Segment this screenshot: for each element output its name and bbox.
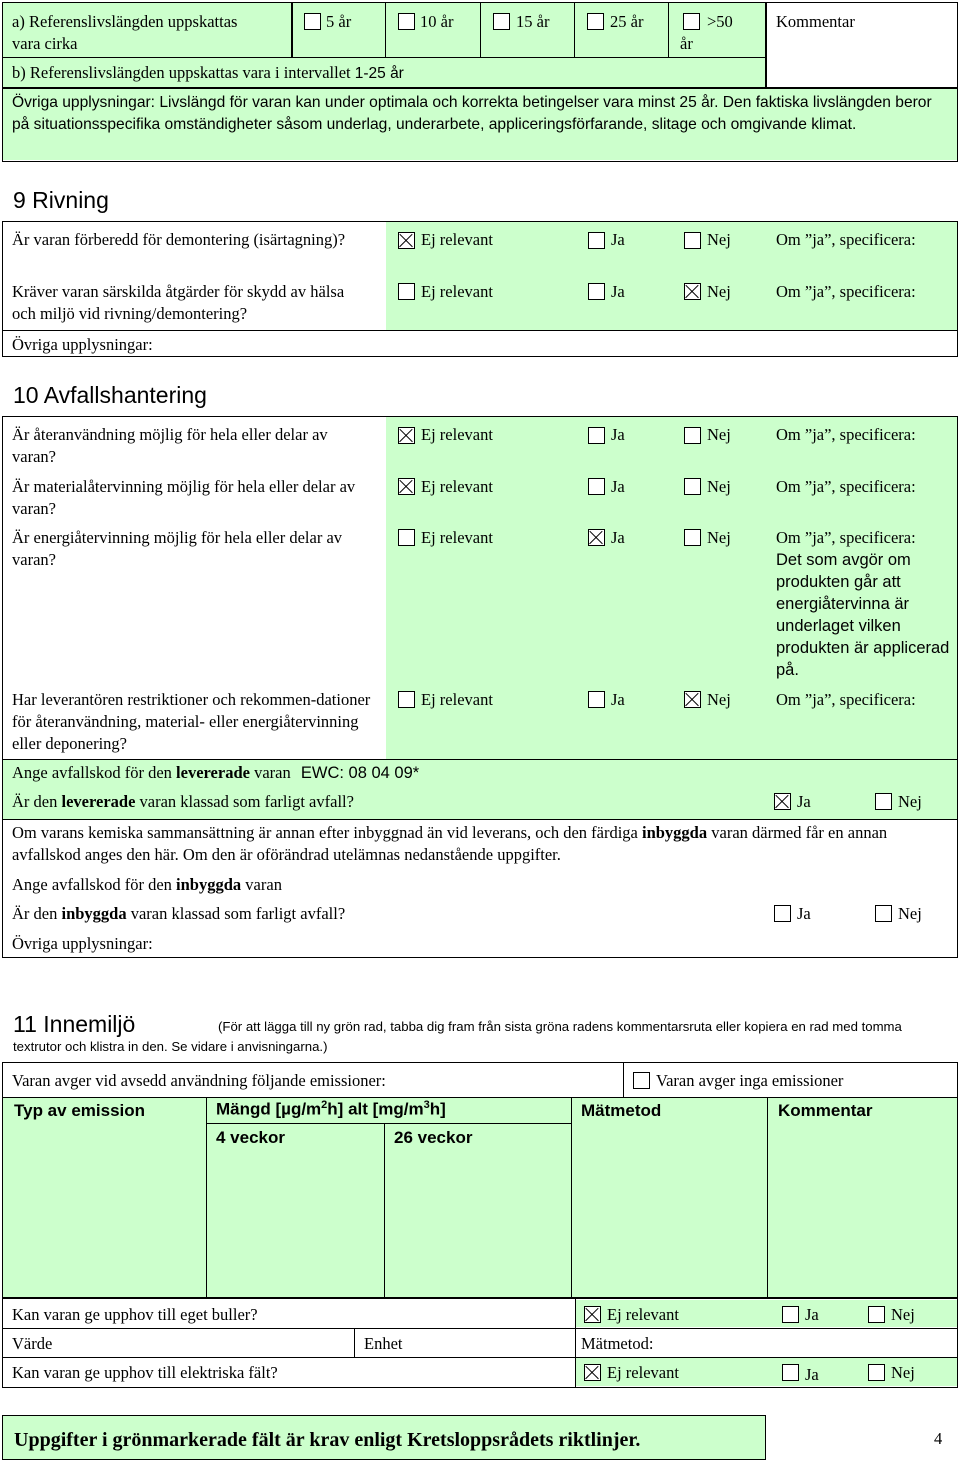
s10-q3-ej-checkbox[interactable] xyxy=(398,529,415,546)
s10-farligt2-nej-checkbox[interactable] xyxy=(875,905,892,922)
s10-note xyxy=(12,822,947,866)
s9-q2-ja-checkbox[interactable] xyxy=(588,283,605,300)
s9-q1-nej-checkbox[interactable] xyxy=(684,232,701,249)
s11-buller-q: Kan varan ge upphov till eget buller? xyxy=(12,1305,258,1324)
s10-farligt-bold: levererade xyxy=(61,792,136,811)
s10-kod-post: varan xyxy=(249,763,291,782)
option-10-checkbox[interactable] xyxy=(398,13,415,30)
s11-falt-q: Kan varan ge upphov till elektriska fält? xyxy=(12,1363,278,1382)
s11-falt-nej-label: Nej xyxy=(891,1363,915,1382)
s10-note-post: varan därmed får en annan avfallskod anges den här. Om den är oförändrad utelämnas nedanstående uppgifter. xyxy=(12,823,888,864)
s10-q3: Är energiåtervinning möjlig för hela eller delar av varan? xyxy=(12,528,343,569)
option-50-label: >50 år xyxy=(680,12,733,53)
s10-q3-answer[interactable]: Det som avgör om produkten går att energiåtervinna är underlaget vilken produkten är applicerad på. xyxy=(776,551,950,679)
s10-q4-ej-label: Ej relevant xyxy=(421,690,493,709)
s10-q4-ja-checkbox[interactable] xyxy=(588,691,605,708)
s11-col-typ: Typ av emission xyxy=(14,1101,146,1120)
s11-buller-ja-checkbox[interactable] xyxy=(782,1306,799,1323)
option-25-checkbox[interactable] xyxy=(587,13,604,30)
s10-farligt2-pre: Är den xyxy=(12,904,62,923)
kommentar-label: Kommentar xyxy=(776,12,855,31)
s11-col-kommentar: Kommentar xyxy=(778,1101,873,1120)
s11-enhet: Enhet xyxy=(364,1334,403,1353)
s10-q3-nej-checkbox[interactable] xyxy=(684,529,701,546)
s11-col-mangd-b: h] alt [mg/m xyxy=(327,1099,424,1119)
s11-buller-ej-checkbox[interactable] xyxy=(584,1306,601,1323)
s11-col-mangd: Mängd $[\mu g/m^2h]$ alt $[mg/m^3h]$ xyxy=(216,1099,446,1119)
s10-kod2-post: varan xyxy=(241,875,282,894)
s10-q1-ej-label: Ej relevant xyxy=(421,425,493,444)
s10-q3-ja-checkbox[interactable] xyxy=(588,529,605,546)
s10-q1-ja-label: Ja xyxy=(611,425,625,444)
s9-q1-nej-label: Nej xyxy=(707,230,731,249)
s10-note-bold: inbyggda xyxy=(642,823,708,842)
s10-farligt2-post: varan klassad som farligt avfall? xyxy=(126,904,346,923)
s9-q1-ja-label: Ja xyxy=(611,230,625,249)
s10-kod-row xyxy=(12,762,419,784)
s10-farligt-pre: Är den xyxy=(12,792,62,811)
s10-q2-spec: Om ”ja”, specificera: xyxy=(776,477,916,496)
s10-q4-spec: Om ”ja”, specificera: xyxy=(776,690,916,709)
s11-buller-ja-label: Ja xyxy=(805,1305,819,1324)
s9-q2: Kräver varan särskilda åtgärder för skydd av hälsa och miljö vid rivning/demontering? xyxy=(12,282,345,323)
s10-farligt-post: varan klassad som farligt avfall? xyxy=(135,792,354,811)
s11-buller-ej-label: Ej relevant xyxy=(607,1305,679,1324)
lifespan-a-label: a) Referenslivslängden uppskattas vara cirka xyxy=(12,12,238,53)
ovriga-text[interactable]: Livslängd för varan kan under optimala och korrekta betingelser vara minst 25 år. Den faktiska livslängden beror på situationsspecifika omständigheter såsom underlag, underarbete, appliceringsförfarande, slitage och omgivande klimat. xyxy=(12,94,932,133)
s10-farligt-nej-checkbox[interactable] xyxy=(875,793,892,810)
s10-farligt2-nej-label: Nej xyxy=(898,904,922,923)
s10-q1-spec: Om ”ja”, specificera: xyxy=(776,425,916,444)
s10-farligt2-row xyxy=(12,903,345,925)
s11-varde: Värde xyxy=(12,1334,53,1353)
s10-q4: Har leverantören restriktioner och rekommen-dationer för återanvändning, material- eller energiåtervinning eller deponering? xyxy=(12,690,371,753)
lifespan-b-text: b) Referenslivslängden uppskattas vara i intervallet xyxy=(12,63,351,82)
ovriga-label: Övriga upplysningar: xyxy=(12,94,156,111)
s10-farligt-row xyxy=(12,791,354,813)
section-10-title: 10 Avfallshantering xyxy=(13,382,207,408)
s10-q2-ej-checkbox[interactable] xyxy=(398,478,415,495)
s10-q1-ej-checkbox[interactable] xyxy=(398,427,415,444)
s10-q3-nej-label: Nej xyxy=(707,528,731,547)
option-5-checkbox[interactable] xyxy=(304,13,321,30)
s10-kod-bold: levererade xyxy=(176,763,250,782)
s11-emits-label: Varan avger vid avsedd användning följande emissioner: xyxy=(12,1071,386,1090)
option-10-label: 10 år xyxy=(420,12,454,31)
s11-falt-ja-checkbox[interactable] xyxy=(782,1364,799,1381)
s10-farligt-nej-label: Nej xyxy=(898,792,922,811)
s11-col-mangd-c: h] xyxy=(429,1099,446,1119)
s10-q2-ja-label: Ja xyxy=(611,477,625,496)
s10-q2-nej-label: Nej xyxy=(707,477,731,496)
s11-note-text: (För att lägga till ny grön rad, tabba dig fram från sista gröna radens kommentarsruta eller kopiera en rad med tomma textrutor och klistra in den. Se vidare i anvisningarna.) xyxy=(13,1019,902,1054)
s11-falt-ej-label: Ej relevant xyxy=(607,1363,679,1382)
s9-q2-nej-label: Nej xyxy=(707,282,731,301)
s9-q2-ej-checkbox[interactable] xyxy=(398,283,415,300)
s10-farligt2-ja-label: Ja xyxy=(797,904,811,923)
s9-q1-spec: Om ”ja”, specificera: xyxy=(776,230,916,249)
s10-farligt-ja-checkbox[interactable] xyxy=(774,793,791,810)
s10-farligt-ja-label: Ja xyxy=(797,792,811,811)
s11-falt-ej-checkbox[interactable] xyxy=(584,1364,601,1381)
page-number: 4 xyxy=(934,1429,943,1448)
s11-no-emits-label: Varan avger inga emissioner xyxy=(656,1071,844,1090)
s11-no-emits-checkbox[interactable] xyxy=(633,1072,650,1089)
s10-q4-ej-checkbox[interactable] xyxy=(398,691,415,708)
s10-q2: Är materialåtervinning möjlig för hela eller delar av varan? xyxy=(12,477,356,518)
s10-q3-ja-label: Ja xyxy=(611,528,625,547)
s10-kod-pre: Ange avfallskod för den xyxy=(12,763,177,782)
section-11-title: 11 Innemiljö xyxy=(13,1011,136,1037)
footer-text: Uppgifter i grönmarkerade fält är krav enligt Kretsloppsrådets riktlinjer. xyxy=(14,1429,641,1451)
s10-kod2-pre: Ange avfallskod för den xyxy=(12,875,177,894)
s9-q1-ej-checkbox[interactable] xyxy=(398,232,415,249)
s10-q2-ja-checkbox[interactable] xyxy=(588,478,605,495)
s9-q2-spec: Om ”ja”, specificera: xyxy=(776,282,916,301)
s10-q2-ej-label: Ej relevant xyxy=(421,477,493,496)
s11-falt-nej-checkbox[interactable] xyxy=(868,1364,885,1381)
s11-col-metod: Mätmetod xyxy=(581,1101,662,1120)
s10-q3-spec: Om ”ja”, specificera: xyxy=(776,528,916,547)
lifespan-b-value[interactable]: 1-25 år xyxy=(354,65,404,82)
option-5-label: 5 år xyxy=(326,12,352,31)
s11-col-4v: 4 veckor xyxy=(216,1128,285,1147)
s10-note-pre: Om varans kemiska sammansättning är annan efter inbyggnad än vid leverans, och den färdiga xyxy=(12,823,642,842)
s10-q1: Är återanvändning möjlig för hela eller delar av varan? xyxy=(12,425,328,466)
s9-q2-ej-label: Ej relevant xyxy=(421,282,493,301)
s11-falt-ja-label: Ja xyxy=(805,1365,819,1384)
s10-q1-ja-checkbox[interactable] xyxy=(588,427,605,444)
s11-note xyxy=(13,1017,948,1057)
s10-kod2-row xyxy=(12,874,282,896)
s11-buller-nej-label: Nej xyxy=(891,1305,915,1324)
s9-q1-ej-label: Ej relevant xyxy=(421,230,493,249)
option-15-label: 15 år xyxy=(516,12,550,31)
option-15-checkbox[interactable] xyxy=(493,13,510,30)
s10-ovriga-label: Övriga upplysningar: xyxy=(12,934,153,953)
s11-col-26v: 26 veckor xyxy=(394,1128,473,1147)
s10-q1-nej-checkbox[interactable] xyxy=(684,427,701,444)
ovriga-text-block xyxy=(12,92,947,136)
s9-q1-ja-checkbox[interactable] xyxy=(588,232,605,249)
lifespan-b-label xyxy=(12,62,404,85)
s10-kod-value[interactable]: EWC: 08 04 09* xyxy=(300,764,420,782)
s9-ovriga-label: Övriga upplysningar: xyxy=(12,335,153,354)
s11-matmetod: Mätmetod: xyxy=(581,1334,654,1353)
s10-q4-ja-label: Ja xyxy=(611,690,625,709)
option-25-label: 25 år xyxy=(610,12,644,31)
section-9-title: 9 Rivning xyxy=(13,187,109,213)
s10-q4-nej-label: Nej xyxy=(707,690,731,709)
s10-q3-ej-label: Ej relevant xyxy=(421,528,493,547)
s10-farligt2-ja-checkbox[interactable] xyxy=(774,905,791,922)
s10-farligt2-bold: inbyggda xyxy=(61,904,127,923)
s9-q1: Är varan förberedd för demontering (isärtagning)? xyxy=(12,230,346,249)
s10-kod2-bold: inbyggda xyxy=(176,875,242,894)
s10-q2-nej-checkbox[interactable] xyxy=(684,478,701,495)
s10-q4-nej-checkbox[interactable] xyxy=(684,691,701,708)
s10-q1-nej-label: Nej xyxy=(707,425,731,444)
s11-col-mangd-a: Mängd [µg/m xyxy=(216,1099,322,1119)
s11-buller-nej-checkbox[interactable] xyxy=(868,1306,885,1323)
s9-q2-ja-label: Ja xyxy=(611,282,625,301)
s9-q2-nej-checkbox[interactable] xyxy=(684,283,701,300)
